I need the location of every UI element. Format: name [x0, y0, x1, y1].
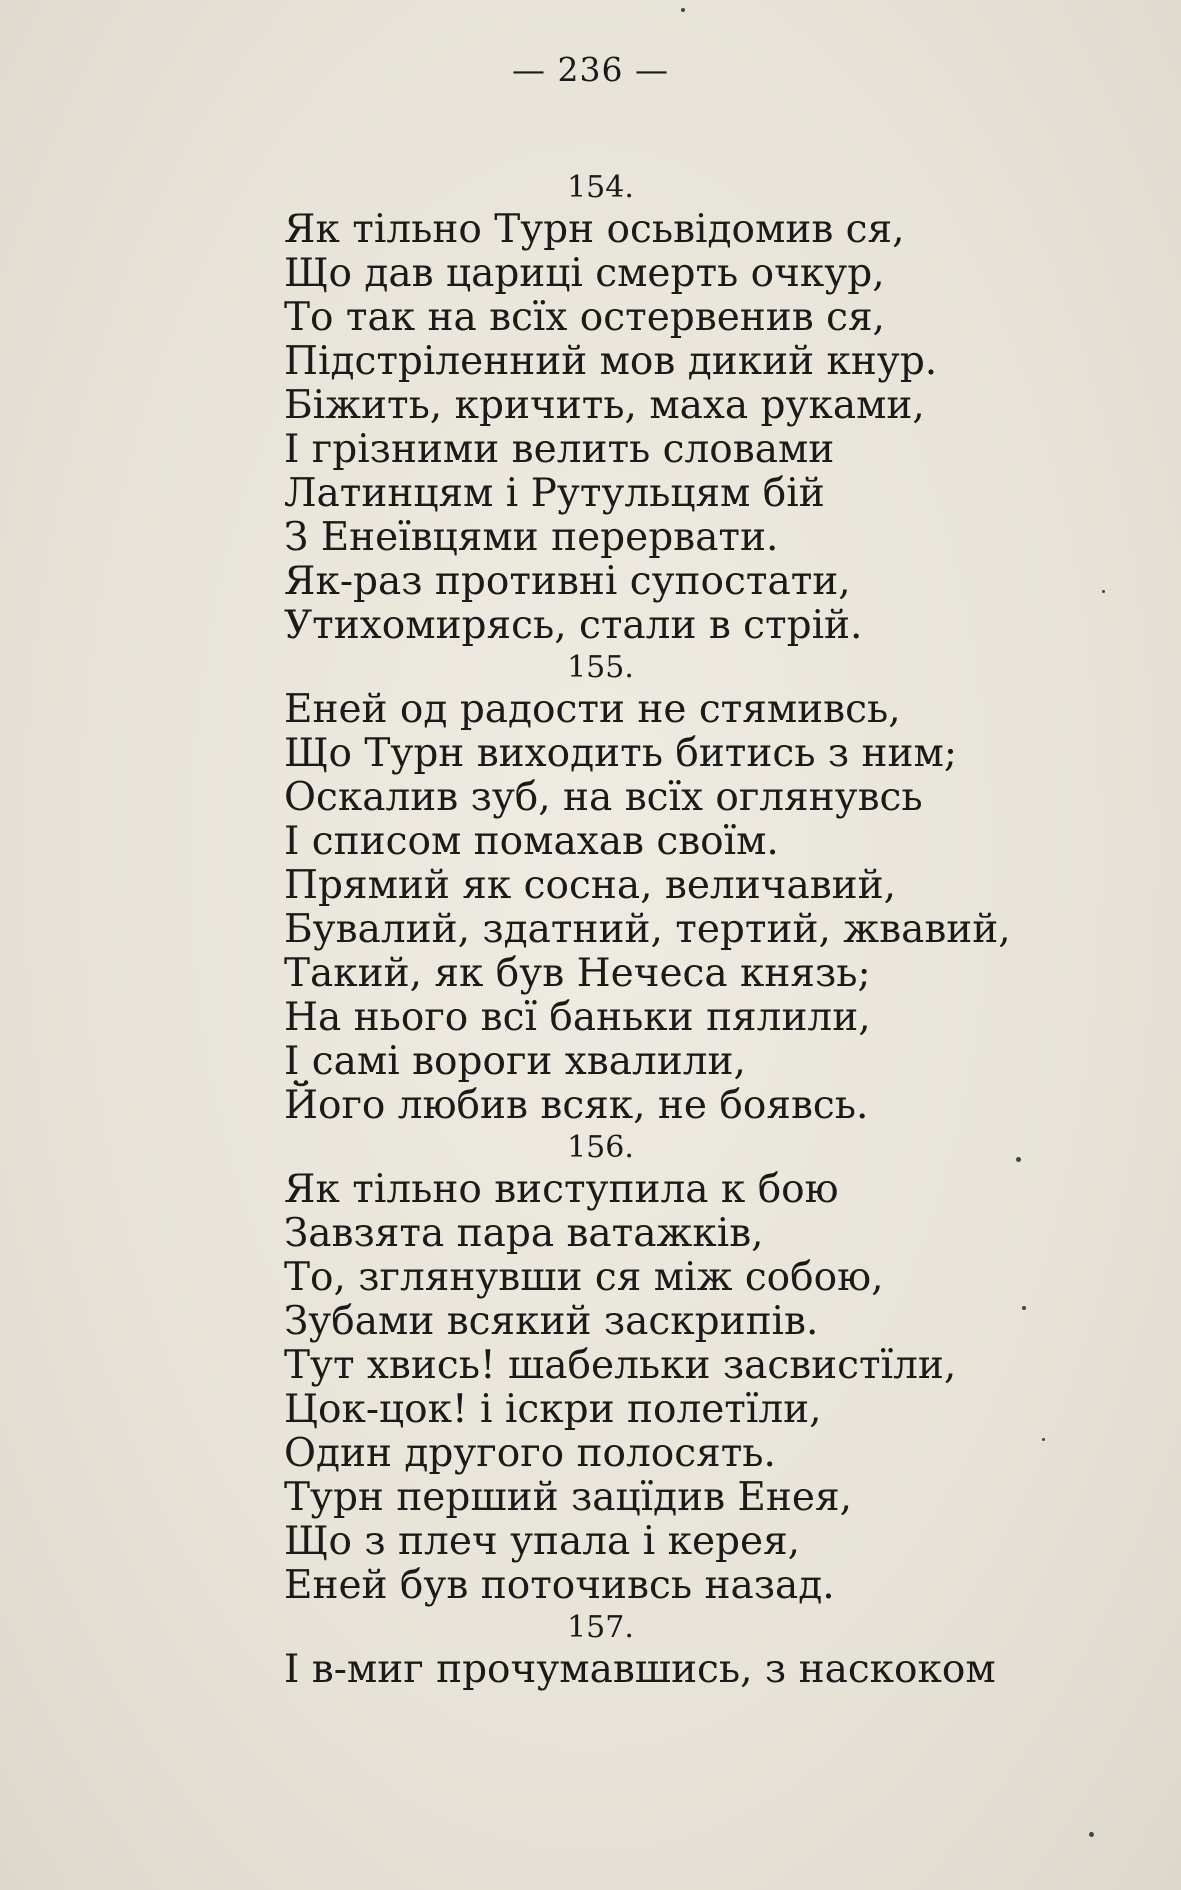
verse-line: То так на всїх остервенив ся, [284, 295, 885, 340]
stanza-157 [0, 1608, 1181, 1692]
verse-line: І грізними велить словами [284, 427, 835, 472]
paper-speck [1089, 1832, 1094, 1837]
stanza-154 [0, 168, 1181, 648]
verse-line: То, зглянувши ся між собою, [284, 1255, 884, 1300]
verse-line: Оскалив зуб, на всїх оглянувсь [284, 775, 923, 820]
verse-line: Один другого полосять. [284, 1431, 776, 1476]
stanza-155 [0, 648, 1181, 1128]
verse-line: Завзята пара ватажків, [284, 1211, 764, 1256]
verse-line: На нього всї баньки пялили, [284, 995, 871, 1040]
paper-speck [1016, 1157, 1021, 1162]
stanza-number: 157. [567, 1610, 634, 1645]
verse-line: І списом помахав своїм. [284, 819, 779, 864]
verse-line: Бувалий, здатний, тертий, жвавий, [284, 907, 1011, 952]
verse-line: Зубами всякий заскрипів. [284, 1299, 819, 1344]
verse-line: Еней був поточивсь назад. [284, 1563, 835, 1608]
verse-line: І самі вороги хвалили, [284, 1039, 746, 1084]
verse-line: Латинцям і Рутульцям бій [284, 471, 825, 516]
paper-speck [681, 8, 685, 12]
verse-line: Як тільно Турн осьвідомив ся, [284, 207, 905, 252]
paper-speck [1022, 1306, 1026, 1310]
verse-line: Що з плеч упала і керея, [284, 1519, 801, 1564]
verse-line: Біжить, кричить, маха руками, [284, 383, 925, 428]
paper-speck [1102, 590, 1105, 593]
paper-speck [1042, 1438, 1045, 1441]
stanza-number: 154. [567, 170, 634, 205]
verse-line: Як тільно виступила к бою [284, 1167, 839, 1212]
verse-line: Турн перший зацїдив Енея, [284, 1475, 852, 1520]
verse-line: Еней од радости не стямивсь, [284, 687, 901, 732]
verse-line: Підстріленний мов дикий кнур. [284, 339, 938, 384]
verse-line: З Енеївцями перервати. [284, 515, 779, 560]
verse-line: Прямий як сосна, величавий, [284, 863, 897, 908]
verse-line: Як-раз противні супостати, [284, 559, 851, 604]
verse-line: Що дав цариці смерть очкур, [284, 251, 885, 296]
verse-line: Тут хвись! шабельки засвистїли, [284, 1343, 957, 1388]
verse-line: Утихомирясь, стали в стрій. [284, 603, 863, 648]
poem-text [0, 168, 1181, 1692]
verse-line: Його любив всяк, не боявсь. [284, 1083, 869, 1128]
stanza-156 [0, 1128, 1181, 1608]
verse-line: Такий, як був Нечеса князь; [284, 951, 871, 996]
page-number: — 236 — [512, 50, 669, 89]
stanza-number: 156. [567, 1130, 634, 1165]
verse-line: Що Турн виходить битись з ним; [284, 731, 957, 776]
stanza-number: 155. [567, 650, 634, 685]
verse-line: І в-миг прочумавшись, з наскоком [284, 1647, 996, 1692]
verse-line: Цок-цок! і іскри полетїли, [284, 1387, 822, 1432]
